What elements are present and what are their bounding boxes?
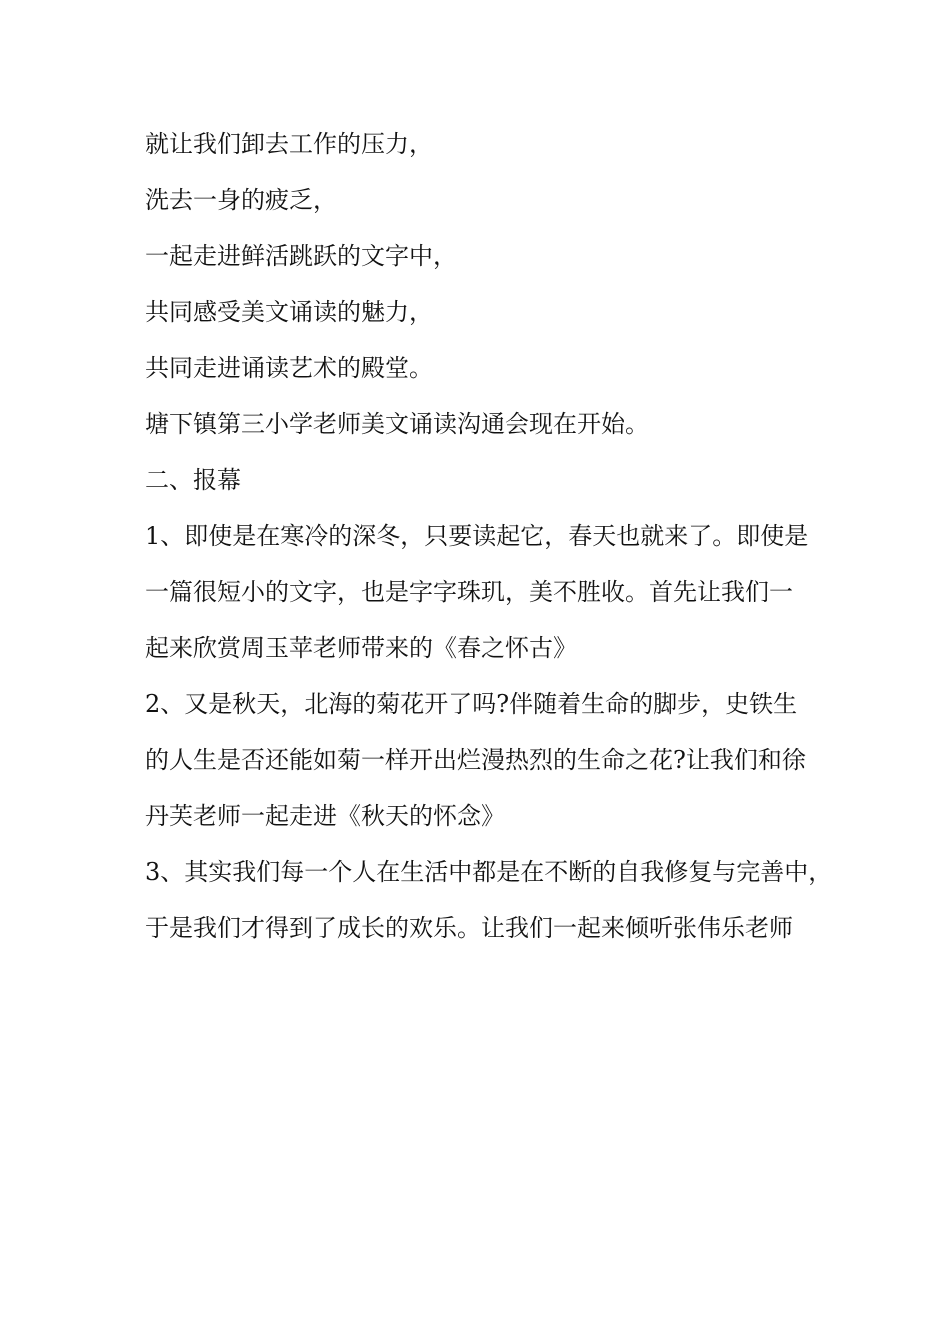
text-line-3: 一起走进鲜活跳跃的文字中， bbox=[145, 242, 457, 270]
text-line-15: 于是我们才得到了成长的欢乐。让我们一起来倾听张伟乐老师 bbox=[145, 914, 793, 942]
text-line-1: 就让我们卸去工作的压力， bbox=[145, 130, 433, 158]
section-heading: 二、报幕 bbox=[145, 466, 241, 494]
text-line-9: 一篇很短小的文字，也是字字珠玑，美不胜收。首先让我们一 bbox=[145, 578, 793, 606]
text-line-13: 丹芙老师一起走进《秋天的怀念》 bbox=[145, 802, 505, 830]
text-line-10: 起来欣赏周玉苹老师带来的《春之怀古》 bbox=[145, 634, 577, 662]
text-line-6: 塘下镇第三小学老师美文诵读沟通会现在开始。 bbox=[145, 410, 649, 438]
text-line-12: 的人生是否还能如菊一样开出烂漫热烈的生命之花?让我们和徐 bbox=[145, 746, 806, 774]
text-line-2: 洗去一身的疲乏， bbox=[145, 186, 337, 214]
text-line-11: 2、又是秋天，北海的菊花开了吗?伴随着生命的脚步，史铁生 bbox=[145, 690, 798, 718]
text-line-14: 3、其实我们每一个人在生活中都是在不断的自我修复与完善中， bbox=[145, 858, 833, 886]
text-line-8: 1、即使是在寒冷的深冬，只要读起它，春天也就来了。即使是 bbox=[145, 522, 809, 550]
document-body bbox=[145, 128, 833, 968]
text-line-5: 共同走进诵读艺术的殿堂。 bbox=[145, 354, 433, 382]
text-line-4: 共同感受美文诵读的魅力， bbox=[145, 298, 433, 326]
